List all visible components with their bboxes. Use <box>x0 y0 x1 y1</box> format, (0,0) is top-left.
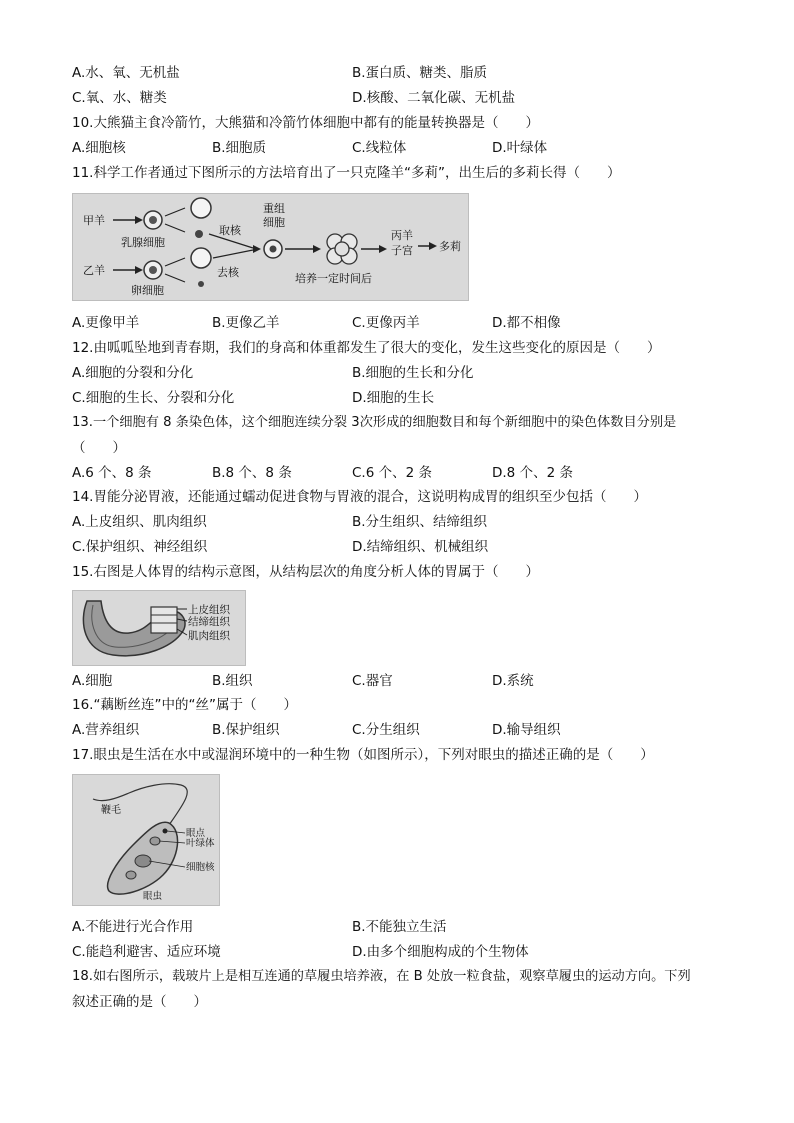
q9-option-c: C.氧、水、糖类 <box>72 90 167 106</box>
q10-option-b: B.细胞质 <box>212 140 267 156</box>
stomach-diagram <box>72 590 246 666</box>
q16-option-b: B.保护组织 <box>212 722 280 738</box>
q13-option-c: C.6 个、2 条 <box>352 465 432 481</box>
q15-option-c: C.器官 <box>352 673 393 689</box>
q10-option-c: C.线粒体 <box>352 140 407 156</box>
q13-stem-cont: （ ） <box>72 440 126 456</box>
q14-option-b: B.分生组织、结缔组织 <box>352 514 488 530</box>
q11-option-a: A.更像甲羊 <box>72 315 140 331</box>
label-xibaohe: 细胞核 <box>186 862 215 873</box>
q9-option-b: B.蛋白质、糖类、脂质 <box>352 65 488 81</box>
q15-stem: 15.右图是人体胃的结构示意图，从结构层次的角度分析人体的胃属于（ ） <box>72 564 539 580</box>
q10-option-a: A.细胞核 <box>72 140 126 156</box>
q14-option-c: C.保护组织、神经组织 <box>72 539 208 555</box>
cloning-diagram <box>72 193 469 301</box>
label-chongzu-1: 重组 <box>263 202 285 215</box>
q16-option-d: D.输导组织 <box>492 722 561 738</box>
label-bianmao: 鞭毛 <box>101 805 121 816</box>
q16-stem: 16.“藕断丝连”中的“丝”属于（ ） <box>72 697 297 713</box>
label-bing-2: 子宫 <box>391 244 413 257</box>
q10-option-d: D.叶绿体 <box>492 140 548 156</box>
q11-option-c: C.更像丙羊 <box>352 315 420 331</box>
q14-option-a: A.上皮组织、肌肉组织 <box>72 514 207 530</box>
q18-stem: 18.如右图所示，载玻片上是相互连通的草履虫培养液，在 B 处放一粒食盐，观察草履虫的运动方向。下列 <box>72 969 691 984</box>
q15-option-a: A.细胞 <box>72 673 113 689</box>
q13-option-b: B.8 个、8 条 <box>212 465 292 481</box>
q12-option-b: B.细胞的生长和分化 <box>352 365 474 381</box>
q11-stem: 11.科学工作者通过下图所示的方法培育出了一只克隆羊“多莉”，出生后的多莉长得（ ） <box>72 165 621 181</box>
q14-stem: 14.胃能分泌胃液，还能通过蠕动促进食物与胃液的混合，这说明构成胃的组织至少包括（ ） <box>72 489 647 505</box>
q13-stem: 13.一个细胞有 8 条染色体，这个细胞连续分裂 3次形成的细胞数目和每个新细胞中的染色体数目分别是 <box>72 415 677 430</box>
q13-option-d: D.8 个、2 条 <box>492 465 573 481</box>
q15-option-b: B.组织 <box>212 673 253 689</box>
q9-option-d: D.核酸、二氧化碳、无机盐 <box>352 90 516 106</box>
q13-option-a: A.6 个、8 条 <box>72 465 152 481</box>
label-quhe2: 去核 <box>217 266 239 279</box>
label-bing-1: 丙羊 <box>391 229 413 242</box>
label-chongzu-2: 细胞 <box>263 216 285 229</box>
euglena-diagram <box>72 774 220 906</box>
q12-option-d: D.细胞的生长 <box>352 390 435 406</box>
q14-option-d: D.结缔组织、机械组织 <box>352 539 489 555</box>
label-ruxian: 乳腺细胞 <box>121 236 165 249</box>
label-jirou: 肌肉组织 <box>188 630 230 642</box>
q15-option-d: D.系统 <box>492 673 534 689</box>
q9-option-a: A.水、氧、无机盐 <box>72 65 180 81</box>
q17-stem: 17.眼虫是生活在水中或湿润环境中的一种生物（如图所示），下列对眼虫的描述正确的是（ ） <box>72 747 654 763</box>
label-jiedi: 结缔组织 <box>188 616 230 628</box>
label-quhe: 取核 <box>219 224 241 237</box>
label-yi: 乙羊 <box>83 264 105 277</box>
q12-stem: 12.由呱呱坠地到青春期，我们的身高和体重都发生了很大的变化，发生这些变化的原因是（ ） <box>72 340 661 356</box>
q11-option-b: B.更像乙羊 <box>212 315 280 331</box>
q10-stem: 10.大熊猫主食冷箭竹，大熊猫和冷箭竹体细胞中都有的能量转换器是（ ） <box>72 115 539 131</box>
q12-option-a: A.细胞的分裂和分化 <box>72 365 194 381</box>
label-yelvti: 叶绿体 <box>186 838 215 849</box>
label-peiyang: 培养一定时间后 <box>295 272 372 285</box>
q18-stem-cont: 叙述正确的是（ ） <box>72 994 207 1010</box>
label-duoli: 多莉 <box>439 240 461 253</box>
q17-option-a: A.不能进行光合作用 <box>72 919 194 935</box>
q17-option-d: D.由多个细胞构成的个生物体 <box>352 944 529 960</box>
label-luan: 卵细胞 <box>131 284 164 297</box>
label-yandian: 眼点 <box>186 828 206 839</box>
label-shangpi: 上皮组织 <box>188 604 230 616</box>
q16-option-c: C.分生组织 <box>352 722 420 738</box>
q17-option-b: B.不能独立生活 <box>352 919 447 935</box>
label-yanchong: 眼虫 <box>143 891 163 902</box>
label-jia: 甲羊 <box>83 214 105 227</box>
q12-option-c: C.细胞的生长、分裂和分化 <box>72 390 235 406</box>
q11-option-d: D.都不相像 <box>492 315 561 331</box>
q17-option-c: C.能趋利避害、适应环境 <box>72 944 221 960</box>
q16-option-a: A.营养组织 <box>72 722 140 738</box>
